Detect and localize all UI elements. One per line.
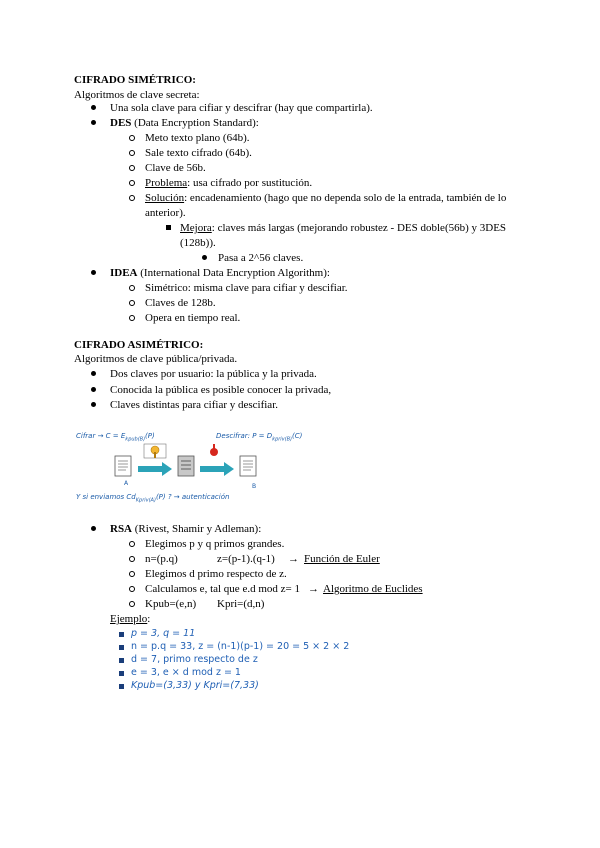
bullet-circle-icon [129,135,135,141]
bullet-dot-icon [202,255,207,260]
bullet-dot-icon [91,402,96,407]
diagram-bottom-label: Y si enviamos $Cd_{Kpriv(A)}(P)$ ? → autenticación [76,493,230,504]
idea-sub-item: Simétrico: misma clave para cifiar y descifiar. [145,282,348,294]
rsa-step: Elegimos p y q primos grandes. [145,538,285,550]
asymmetric-bullet: Claves distintas para cifiar y descifiar. [110,399,278,411]
mejora-text: : claves más largas (mejorando robustez - DES doble(56b) y 3DES (128b)). [180,222,507,249]
problema-label: Problema [145,177,188,189]
bullet-circle-icon [129,300,135,306]
rsa-step-z: z=(p-1).(q-1) [217,553,275,565]
problema-item [145,176,312,191]
rsa-label: RSA [110,523,133,535]
arrow-icon: → [288,553,299,565]
arrow-right-icon [200,462,234,476]
bullet-circle-icon [129,285,135,291]
bullet-square-icon [119,671,124,676]
solucion-label: Solución [145,192,185,204]
bullet-dot-icon [91,526,96,531]
des-item [110,116,259,131]
rsa-step: Calculamos e, tal que e.d mod z= 1 [145,583,300,595]
des-description: (Data Encryption Standard): [131,117,259,129]
symmetric-intro: Algoritmos de clave secreta: [74,89,200,101]
rsa-step: Elegimos d primo respecto de z. [145,568,287,580]
document-a-icon [115,456,131,476]
bullet-dot-icon [91,371,96,376]
bullet-circle-icon [129,571,135,577]
bullet-circle-icon [129,586,135,592]
bullet-dot-icon [91,270,96,275]
des-sub-item: Meto texto plano (64b). [145,132,250,144]
rsa-description: (Rivest, Shamir y Adleman): [132,523,262,535]
asymmetric-intro: Algoritmos de clave pública/privada. [74,353,238,365]
example-line: p = 3, q = 11 [131,628,196,639]
document-encrypted-icon [178,456,194,476]
algoritmo-euclides-link: Algoritmo de Euclides [323,583,423,595]
example-line: d = 7, primo respecto de z [131,654,258,665]
rsa-kpri: Kpri=(d,n) [217,598,265,610]
des-sub-item: Clave de 56b. [145,162,206,174]
diagram-descifrar-label: Descifrar: $P = D_{kpriv(B)}(C)$ [216,432,303,443]
idea-description: (International Data Encryption Algorithm): [137,267,330,279]
bullet-circle-icon [129,180,135,186]
bullet-circle-icon [129,165,135,171]
asymmetric-bullet: Conocida la pública es posible conocer la privada, [110,384,332,396]
section-title-symmetric: CIFRADO SIMÉTRICO: [74,74,196,86]
diagram-cifrar-label: Cifrar → $C = E_{kpub(B)}(P)$ [76,432,155,443]
idea-sub-item: Claves de 128b. [145,297,216,309]
bullet-square-icon [119,645,124,650]
solucion-text: : encadenamiento (hago que no dependa solo de la entrada, también de lo anterior). [145,192,507,219]
bullet-circle-icon [129,150,135,156]
arrow-icon: → [308,583,319,595]
des-label: DES [110,117,132,129]
bullet-circle-icon [129,315,135,321]
rsa-item [110,522,261,537]
bullet-circle-icon [129,195,135,201]
bullet-circle-icon [129,541,135,547]
des-sub-item: Sale texto cifrado (64b). [145,147,252,159]
problema-text: : usa cifrado por sustitución. [187,177,313,189]
idea-item [110,266,330,281]
private-key-icon [210,444,218,456]
pasa-item: Pasa a 2^56 claves. [218,252,304,264]
symmetric-bullet-1: Una sola clave para cifiar y descifrar (hay que compartirla). [110,102,373,114]
bullet-dot-icon [91,120,96,125]
asymmetric-bullet: Dos claves por usuario: la pública y la privada. [110,368,317,380]
bullet-dot-icon [91,105,96,110]
document-b-icon [240,456,256,476]
bullet-circle-icon [129,601,135,607]
key-lock-icon [144,444,166,458]
bullet-circle-icon [129,556,135,562]
bullet-square-icon [119,684,124,689]
rsa-step-n: n=(p.q) [145,553,178,565]
example-line: e = 3, e × d mod z = 1 [131,667,241,678]
mejora-item [180,221,520,251]
bullet-dot-icon [91,387,96,392]
idea-label: IDEA [110,267,138,279]
bullet-square-icon [119,658,124,663]
example-line: Kpub=(3,33) y Kpri=(7,33) [131,680,259,691]
example-line: n = p.q = 33, z = (n-1)(p-1) = 20 = 5 × 2 × 2 [131,641,350,652]
diagram-label-a: A [124,480,129,487]
rsa-kpub: Kpub=(e,n) [145,598,197,610]
bullet-square-icon [166,225,171,230]
mejora-label: Mejora [180,222,212,234]
section-title-asymmetric: CIFRADO ASIMÉTRICO: [74,339,204,351]
idea-sub-item: Opera en tiempo real. [145,312,241,324]
funcion-euler-link: Función de Euler [304,553,380,565]
arrow-right-icon [138,462,172,476]
ejemplo-heading: Ejemplo: [110,613,151,625]
solucion-item [145,191,525,221]
diagram-label-b: B [252,483,257,490]
bullet-square-icon [119,632,124,637]
